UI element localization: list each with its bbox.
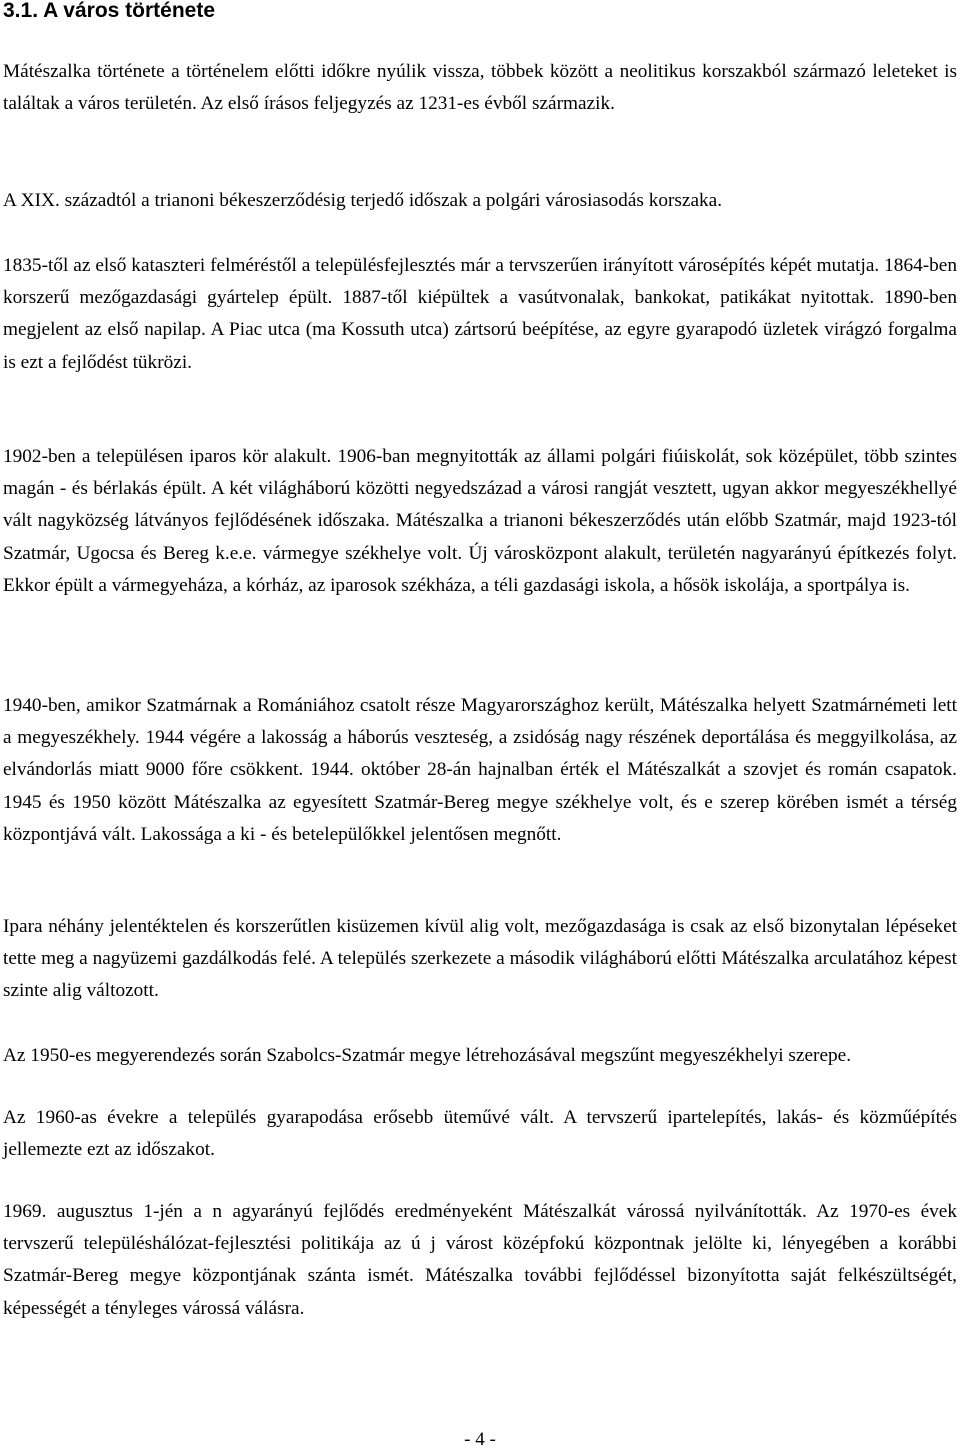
page-number: - 4 - [464, 1429, 496, 1450]
paragraph-1940-war: 1940-ben, amikor Szatmárnak a Romániához csatolt része Magyarországhoz került, Mátészalka helyett Szatmárnémeti lett a megyeszékhely. 1944 végére a lakosság a háborús veszteség, a zsidóság nagy részének deportálása és meggyilkolása, az elvándorlás miatt 9000 főre csökkent. 1944. október 28-án hajnalban érték el Mátészalkát a szovjet és román csapatok. 1945 és 1950 között Mátészalka az egyesített Szatmár-Bereg megye székhelye volt, és e szerep körében ismét a térség központjává vált. Lakossága a ki - és betelepülőkkel jelentősen megnőtt. [3, 695, 957, 845]
paragraph-origins: Mátészalka története a történelem előtti időkre nyúlik vissza, többek között a neolitikus korszakból származó leleteket is találtak a város területén. Az első írásos feljegyzés az 1231-es évből származik. [3, 61, 957, 115]
paragraph-1969-town-status: 1969. augusztus 1-jén a n agyarányú fejlődés eredményeként Mátészalkát várossá nyilvánították. Az 1970-es évek tervszerű településhálózat-fejlesztési politikája az ú j várost középfokú központnak jelölte ki, lényegében a korábbi Szatmár-Bereg megye központjának szánta ismét. Mátészalka további fejlődéssel bizonyította saját felkészültségét, képességét a tényleges várossá válásra. [3, 1201, 957, 1319]
paragraph-1960s: Az 1960-as évekre a település gyarapodása erősebb üteművé vált. A tervszerű ipartelepítés, lakás- és közműépítés jellemezte ezt az időszakot. [3, 1107, 957, 1161]
paragraph-1835-development: 1835-től az első kataszteri felméréstől a településfejlesztés már a tervszerűen irányított városépítés képét mutatja. 1864-ben korszerű mezőgazdasági gyártelep épült. 1887-től kiépültek a vasútvonalak, bankokat, patikákat nyitottak. 1890-ben megjelent az első napilap. A Piac utca (ma Kossuth utca) zártsorú beépítése, az egyre gyarapodó üzletek virágzó forgalma is ezt a fejlődést tükrözi. [3, 255, 957, 373]
section-heading: 3.1. A város története [3, 0, 216, 22]
paragraph-1950-reorganization: Az 1950-es megyerendezés során Szabolcs-Szatmár megye létrehozásával megszűnt megyeszékhelyi szerepe. [3, 1045, 852, 1066]
paragraph-industry: Ipara néhány jelentéktelen és korszerűtlen kisüzemen kívül alig volt, mezőgazdasága is csak az első bizonytalan lépéseket tette meg a nagyüzemi gazdálkodás felé. A település szerkezete a második világháború előtti Mátészalka arculatához képest szinte alig változott. [3, 916, 957, 1002]
paragraph-19th-century: A XIX. századtól a trianoni békeszerződésig terjedő időszak a polgári városiasodás korszaka. [3, 190, 723, 211]
paragraph-1902-interwar: 1902-ben a településen iparos kör alakult. 1906-ban megnyitották az állami polgári fiúiskolát, sok középület, több szintes magán - és bérlakás épült. A két világháború közötti negyedszázad a városi rangját vesztett, ugyan akkor megyeszékhellyé vált nagyközség látványos fejlődésének időszaka. Mátészalka a trianoni békeszerződés után előbb Szatmár, majd 1923-tól Szatmár, Ugocsa és Bereg k.e.e. vármegye székhelye volt. Új városközpont alakult, területén nagyarányú építkezés folyt. Ekkor épült a vármegyeháza, a kórház, az iparosok székháza, a téli gazdasági iskola, a hősök iskolája, a sportpálya is. [3, 446, 957, 596]
